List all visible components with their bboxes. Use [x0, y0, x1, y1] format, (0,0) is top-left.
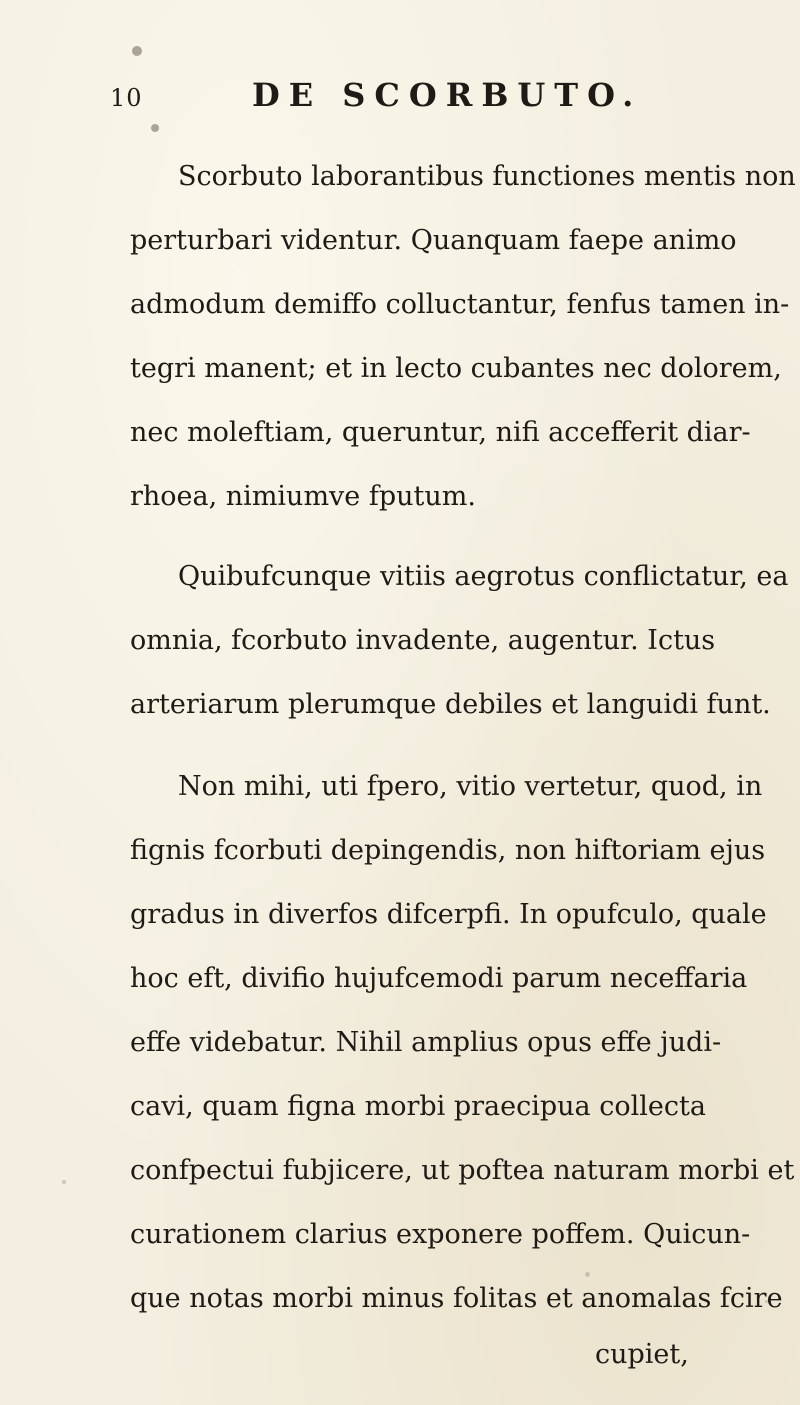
text-line: Non mihi, uti fpero, vitio vertetur, quod, in [178, 771, 763, 802]
text-line: admodum demiffo colluctantur, fenfus tamen in- [130, 289, 790, 320]
paper-speck [585, 1272, 590, 1277]
text-line: hoc eft, divifio hujufcemodi parum neceffaria [130, 963, 748, 994]
text-line: fignis fcorbuti depingendis, non hiftoriam ejus [130, 835, 766, 866]
text-line: Quibufcunque vitiis aegrotus conflictatur, ea [178, 561, 789, 592]
text-line: arteriarum plerumque debiles et languidi funt. [130, 689, 771, 720]
ornament-dot-title [151, 124, 159, 132]
text-line: tegri manent; et in lecto cubantes nec dolorem, [130, 353, 782, 384]
paper-speck [765, 1300, 768, 1303]
text-line: rhoea, nimiumve fputum. [130, 481, 476, 512]
text-line: perturbari videntur. Quanquam faepe animo [130, 225, 737, 256]
text-line: curationem clarius exponere poffem. Quicun- [130, 1219, 751, 1250]
page-number: 10 [110, 84, 143, 112]
text-line: cavi, quam figna morbi praecipua collecta [130, 1091, 706, 1122]
text-line: confpectui fubjicere, ut poftea naturam morbi et [130, 1155, 795, 1186]
text-line: gradus in diverfos difcerpfi. In opufculo, quale [130, 899, 767, 930]
text-line: que notas morbi minus folitas et anomalas fcire [130, 1283, 783, 1314]
page-header [110, 76, 670, 116]
ornament-dot-top [132, 46, 142, 56]
text-line: Scorbuto laborantibus functiones mentis non [178, 161, 796, 192]
text-line: nec moleftiam, queruntur, nifi accefferit diar- [130, 417, 751, 448]
running-title: DE SCORBUTO. [252, 76, 643, 114]
catchword: cupiet, [595, 1339, 689, 1370]
paper-speck [62, 1180, 66, 1184]
text-line: effe videbatur. Nihil amplius opus effe judi- [130, 1027, 722, 1058]
text-line: omnia, fcorbuto invadente, augentur. Ictus [130, 625, 716, 656]
